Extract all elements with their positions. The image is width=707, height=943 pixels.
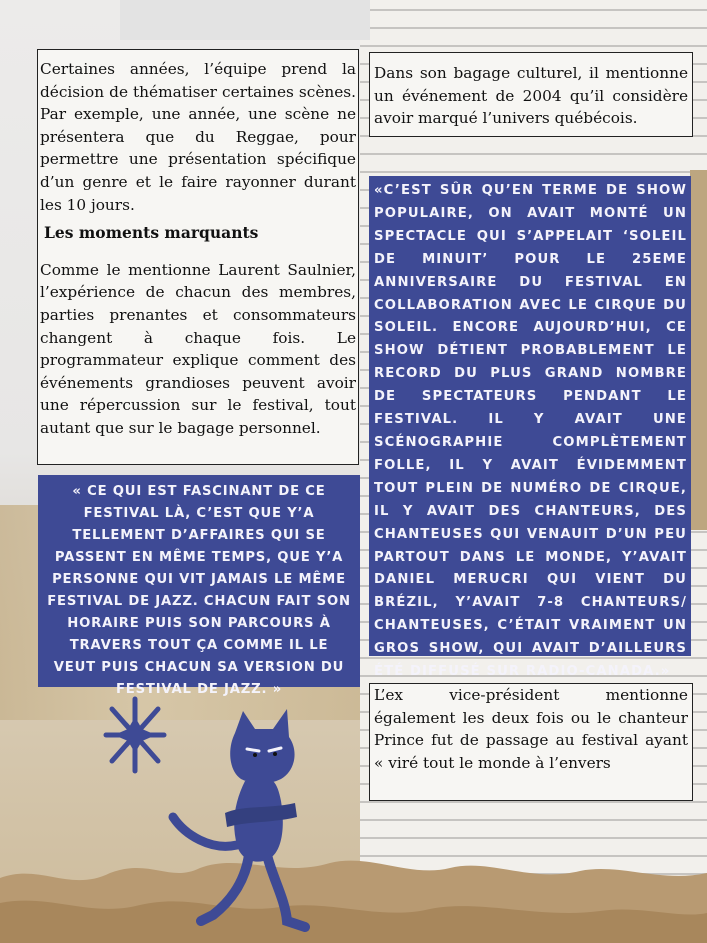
background-gray-strip <box>120 0 370 40</box>
background-torn-paper <box>0 823 707 943</box>
bagage-paragraph: Dans son bagage culturel, il mentionne un événement de 2004 qu’il considère avoir marqué l’univers québécois. <box>374 64 688 128</box>
soleil-de-minuit-quote-box <box>369 176 691 680</box>
background-brown-strip <box>690 170 707 530</box>
cat-figure <box>165 705 340 943</box>
themes-text-box <box>37 49 359 465</box>
festival-quote-box <box>38 475 360 697</box>
soleil-de-minuit-quote-text: «C’EST SÛR QU’EN TERME DE SHOW POPULAIRE, ON AVAIT MONTÉ UN SPECTACLE QUI S’APPELAIT ‘SOLEIL DE MINUIT’ POUR LE 25EME ANNIVERSAIRE DU FESTIVAL EN COLLABORATION AVEC LE CIRQUE DU SOLEIL. ENCORE AUJOURD’HUI, CE SHOW DÉTIENT PROBABLEMENT LE RECORD DU PLUS GRAND NOMBRE DE SPECTATEURS PENDANT LE FESTIVAL. IL Y AVAIT UNE SCÉNOGRAPHIE COMPLÈTEMENT FOLLE, IL Y AVAIT ÉVIDEMMENT TOUT PLEIN DE NUMÉRO DE CIRQUE, IL Y AVAIT DES CHANTEURS, DES CHANTEUSES QUI VENAUIT D’UN PEU PARTOUT DANS LE MONDE, Y’AVAIT DANIEL MERUCRI QUI VIENT DU BRÉZIL, Y’AVAIT 7-8 CHANTEURS/ CHANTEUSES, C’ÉTAIT VRAIMENT UN GROS SHOW, QUI AVAIT D’AILLEURS ÉTÉ DIFFUSÉ SUR RADIO-CANADA.» <box>374 183 687 680</box>
bagage-text-box <box>369 52 693 137</box>
section-heading: Les moments marquants <box>44 223 259 243</box>
intro-paragraph: Certaines années, l’équipe prend la décision de thématiser certaines scènes. Par exemple, une année, une scène ne présentera que du Reggae, pour permettre une présentation spécifique d’un genre et le faire rayonner durant les 10 jours. <box>40 60 356 214</box>
prince-paragraph: L’ex vice-président mentionne également les deux fois ou le chanteur Prince fut de passage au festival ayant « viré tout le monde à l’envers <box>374 686 688 772</box>
prince-text-box <box>369 683 693 801</box>
section-paragraph: Comme le mentionne Laurent Saulnier, l’expérience de chacun des membres, parties prenantes et consommateurs changent à chaque fois. Le programmateur explique comment des événements grandioses peuvent avoir une répercussion sur le festival, tout autant que sur le bagage personnel. <box>40 260 356 437</box>
festival-quote-text: « CE QUI EST FASCINANT DE CE FESTIVAL LÀ, C’EST QUE Y’A TELLEMENT D’AFFAIRES QUI SE PASSENT EN MÊME TEMPS, QUE Y’A PERSONNE QUI VIT JAMAIS LE MÊME FESTIVAL DE JAZZ. CHACUN FAIT SON HORAIRE PUIS SON PARCOURS À TRAVERS TOUT ÇA COMME IL LE VEUT PUIS CHACUN SA VERSION DU FESTIVAL DE JAZZ. » <box>47 484 351 697</box>
star-icon <box>100 695 170 775</box>
